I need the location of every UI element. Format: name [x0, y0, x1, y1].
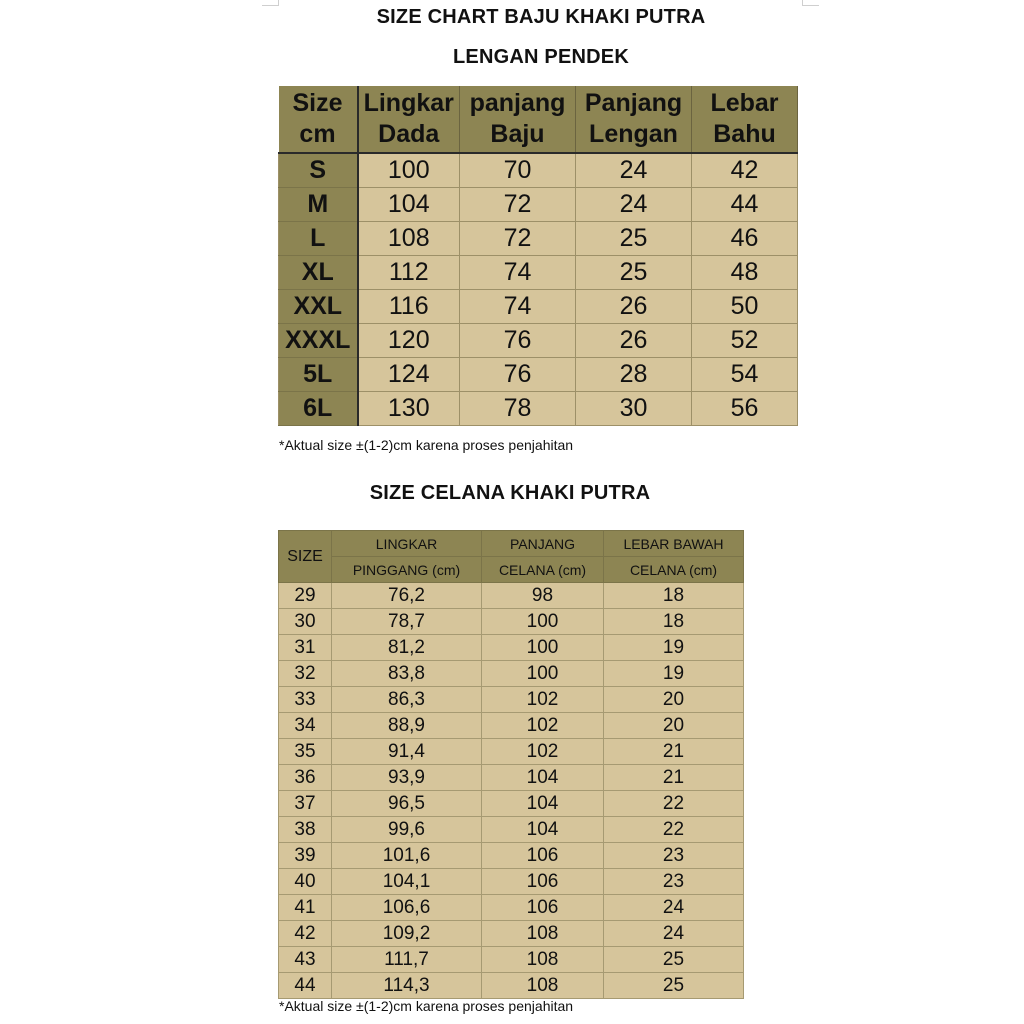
value-cell: 109,2: [332, 921, 482, 947]
size-cell: 36: [279, 765, 332, 791]
shirt-tolerance-note: *Aktual size ±(1-2)cm karena proses penjahitan: [279, 437, 574, 453]
value-cell: 54: [692, 358, 798, 392]
value-cell: 74: [460, 290, 576, 324]
value-cell: 44: [692, 188, 798, 222]
value-cell: 106: [482, 895, 604, 921]
shirt-header-chest: [358, 86, 460, 153]
shirt-chart-subtitle: LENGAN PENDEK: [453, 46, 629, 68]
pants-table-row: [279, 973, 744, 999]
shirt-table-row: [279, 290, 798, 324]
shirt-table-row: [279, 358, 798, 392]
pants-table-row: [279, 765, 744, 791]
pants-table-row: [279, 583, 744, 609]
value-cell: 72: [460, 188, 576, 222]
shirt-header-size: [279, 86, 358, 153]
size-cell: 29: [279, 583, 332, 609]
size-cell: 33: [279, 687, 332, 713]
value-cell: 112: [358, 256, 460, 290]
pants-header-length-top: PANJANG: [482, 531, 604, 557]
header-line: Lengan: [589, 120, 678, 148]
pants-table-row: [279, 895, 744, 921]
header-line: Panjang: [584, 89, 683, 117]
value-cell: 83,8: [332, 661, 482, 687]
value-cell: 98: [482, 583, 604, 609]
shirt-table-row: [279, 153, 798, 188]
header-line: Baju: [490, 120, 545, 148]
value-cell: 100: [482, 609, 604, 635]
pants-table-row: [279, 661, 744, 687]
value-cell: 116: [358, 290, 460, 324]
header-line: Lebar: [710, 89, 779, 117]
size-cell: M: [279, 188, 358, 222]
header-line: Bahu: [713, 120, 776, 148]
value-cell: 88,9: [332, 713, 482, 739]
pants-tolerance-note: *Aktual size ±(1-2)cm karena proses penjahitan: [279, 998, 574, 1014]
value-cell: 21: [604, 765, 744, 791]
value-cell: 50: [692, 290, 798, 324]
value-cell: 24: [576, 153, 692, 188]
value-cell: 91,4: [332, 739, 482, 765]
size-cell: L: [279, 222, 358, 256]
header-line: Dada: [378, 120, 440, 148]
value-cell: 100: [482, 661, 604, 687]
value-cell: 25: [576, 222, 692, 256]
size-cell: 32: [279, 661, 332, 687]
pants-table-row: [279, 843, 744, 869]
pants-table-row: [279, 635, 744, 661]
header-line: cm: [299, 120, 336, 148]
value-cell: 76: [460, 358, 576, 392]
value-cell: 21: [604, 739, 744, 765]
pants-header-length-bottom: CELANA (cm): [482, 557, 604, 583]
pants-table-row: [279, 687, 744, 713]
size-cell: 38: [279, 817, 332, 843]
value-cell: 56: [692, 392, 798, 426]
value-cell: 78: [460, 392, 576, 426]
pants-header-waist-top: LINGKAR: [332, 531, 482, 557]
value-cell: 28: [576, 358, 692, 392]
size-cell: XXXL: [279, 324, 358, 358]
size-cell: 40: [279, 869, 332, 895]
value-cell: 24: [604, 921, 744, 947]
header-line: panjang: [469, 89, 566, 117]
value-cell: 19: [604, 661, 744, 687]
value-cell: 106: [482, 869, 604, 895]
value-cell: 18: [604, 609, 744, 635]
size-cell: 31: [279, 635, 332, 661]
value-cell: 76,2: [332, 583, 482, 609]
pants-table-row: [279, 869, 744, 895]
pants-table-row: [279, 921, 744, 947]
shirt-table-row: [279, 324, 798, 358]
shirt-table-row: [279, 256, 798, 290]
size-cell: 44: [279, 973, 332, 999]
value-cell: 101,6: [332, 843, 482, 869]
shirt-header-sleeve: [576, 86, 692, 153]
header-line: Size: [292, 89, 343, 117]
value-cell: 18: [604, 583, 744, 609]
shirt-table-row: [279, 392, 798, 426]
value-cell: 20: [604, 713, 744, 739]
size-cell: 30: [279, 609, 332, 635]
value-cell: 130: [358, 392, 460, 426]
value-cell: 104: [482, 791, 604, 817]
value-cell: 96,5: [332, 791, 482, 817]
size-cell: 37: [279, 791, 332, 817]
value-cell: 100: [358, 153, 460, 188]
pants-header-row-top: [279, 531, 744, 557]
pants-header-size: SIZE: [279, 531, 332, 583]
pants-chart-title: SIZE CELANA KHAKI PUTRA: [369, 482, 651, 504]
pants-header-hem-bottom: CELANA (cm): [604, 557, 744, 583]
pants-size-table: [278, 530, 744, 999]
value-cell: 78,7: [332, 609, 482, 635]
value-cell: 108: [482, 921, 604, 947]
pants-table-row: [279, 713, 744, 739]
size-cell: 5L: [279, 358, 358, 392]
value-cell: 24: [576, 188, 692, 222]
pants-header-row-bottom: [279, 557, 744, 583]
size-cell: 39: [279, 843, 332, 869]
value-cell: 70: [460, 153, 576, 188]
value-cell: 52: [692, 324, 798, 358]
value-cell: 108: [358, 222, 460, 256]
pants-table-body: [279, 583, 744, 999]
shirt-size-table: [278, 86, 798, 426]
shirt-table-body: [279, 153, 798, 426]
pants-table-row: [279, 609, 744, 635]
pants-table-row: [279, 817, 744, 843]
value-cell: 72: [460, 222, 576, 256]
size-cell: 6L: [279, 392, 358, 426]
value-cell: 104: [358, 188, 460, 222]
shirt-chart-title: SIZE CHART BAJU KHAKI PUTRA: [376, 6, 706, 28]
shirt-table-row: [279, 188, 798, 222]
shirt-header-row: [279, 86, 798, 153]
value-cell: 102: [482, 687, 604, 713]
shirt-table-row: [279, 222, 798, 256]
pants-table-row: [279, 791, 744, 817]
size-cell: 42: [279, 921, 332, 947]
value-cell: 23: [604, 869, 744, 895]
value-cell: 22: [604, 791, 744, 817]
value-cell: 106,6: [332, 895, 482, 921]
pants-table-row: [279, 947, 744, 973]
value-cell: 108: [482, 947, 604, 973]
value-cell: 106: [482, 843, 604, 869]
size-cell: 34: [279, 713, 332, 739]
value-cell: 42: [692, 153, 798, 188]
value-cell: 23: [604, 843, 744, 869]
value-cell: 25: [604, 947, 744, 973]
shirt-header-length: [460, 86, 576, 153]
shirt-header-shoulder: [692, 86, 798, 153]
pants-header-waist-bottom: PINGGANG (cm): [332, 557, 482, 583]
value-cell: 20: [604, 687, 744, 713]
value-cell: 111,7: [332, 947, 482, 973]
size-cell: 35: [279, 739, 332, 765]
size-cell: 41: [279, 895, 332, 921]
value-cell: 104,1: [332, 869, 482, 895]
header-line: Lingkar: [363, 89, 454, 117]
value-cell: 19: [604, 635, 744, 661]
size-cell: 43: [279, 947, 332, 973]
value-cell: 120: [358, 324, 460, 358]
value-cell: 74: [460, 256, 576, 290]
size-cell: XXL: [279, 290, 358, 324]
value-cell: 46: [692, 222, 798, 256]
value-cell: 102: [482, 739, 604, 765]
pants-table-row: [279, 739, 744, 765]
value-cell: 104: [482, 765, 604, 791]
value-cell: 124: [358, 358, 460, 392]
value-cell: 24: [604, 895, 744, 921]
value-cell: 76: [460, 324, 576, 358]
value-cell: 30: [576, 392, 692, 426]
value-cell: 22: [604, 817, 744, 843]
value-cell: 100: [482, 635, 604, 661]
value-cell: 48: [692, 256, 798, 290]
value-cell: 26: [576, 290, 692, 324]
size-cell: S: [279, 153, 358, 188]
value-cell: 86,3: [332, 687, 482, 713]
value-cell: 104: [482, 817, 604, 843]
value-cell: 26: [576, 324, 692, 358]
value-cell: 102: [482, 713, 604, 739]
pants-header-hem-top: LEBAR BAWAH: [604, 531, 744, 557]
value-cell: 25: [604, 973, 744, 999]
size-cell: XL: [279, 256, 358, 290]
value-cell: 25: [576, 256, 692, 290]
value-cell: 93,9: [332, 765, 482, 791]
value-cell: 108: [482, 973, 604, 999]
value-cell: 81,2: [332, 635, 482, 661]
value-cell: 99,6: [332, 817, 482, 843]
value-cell: 114,3: [332, 973, 482, 999]
